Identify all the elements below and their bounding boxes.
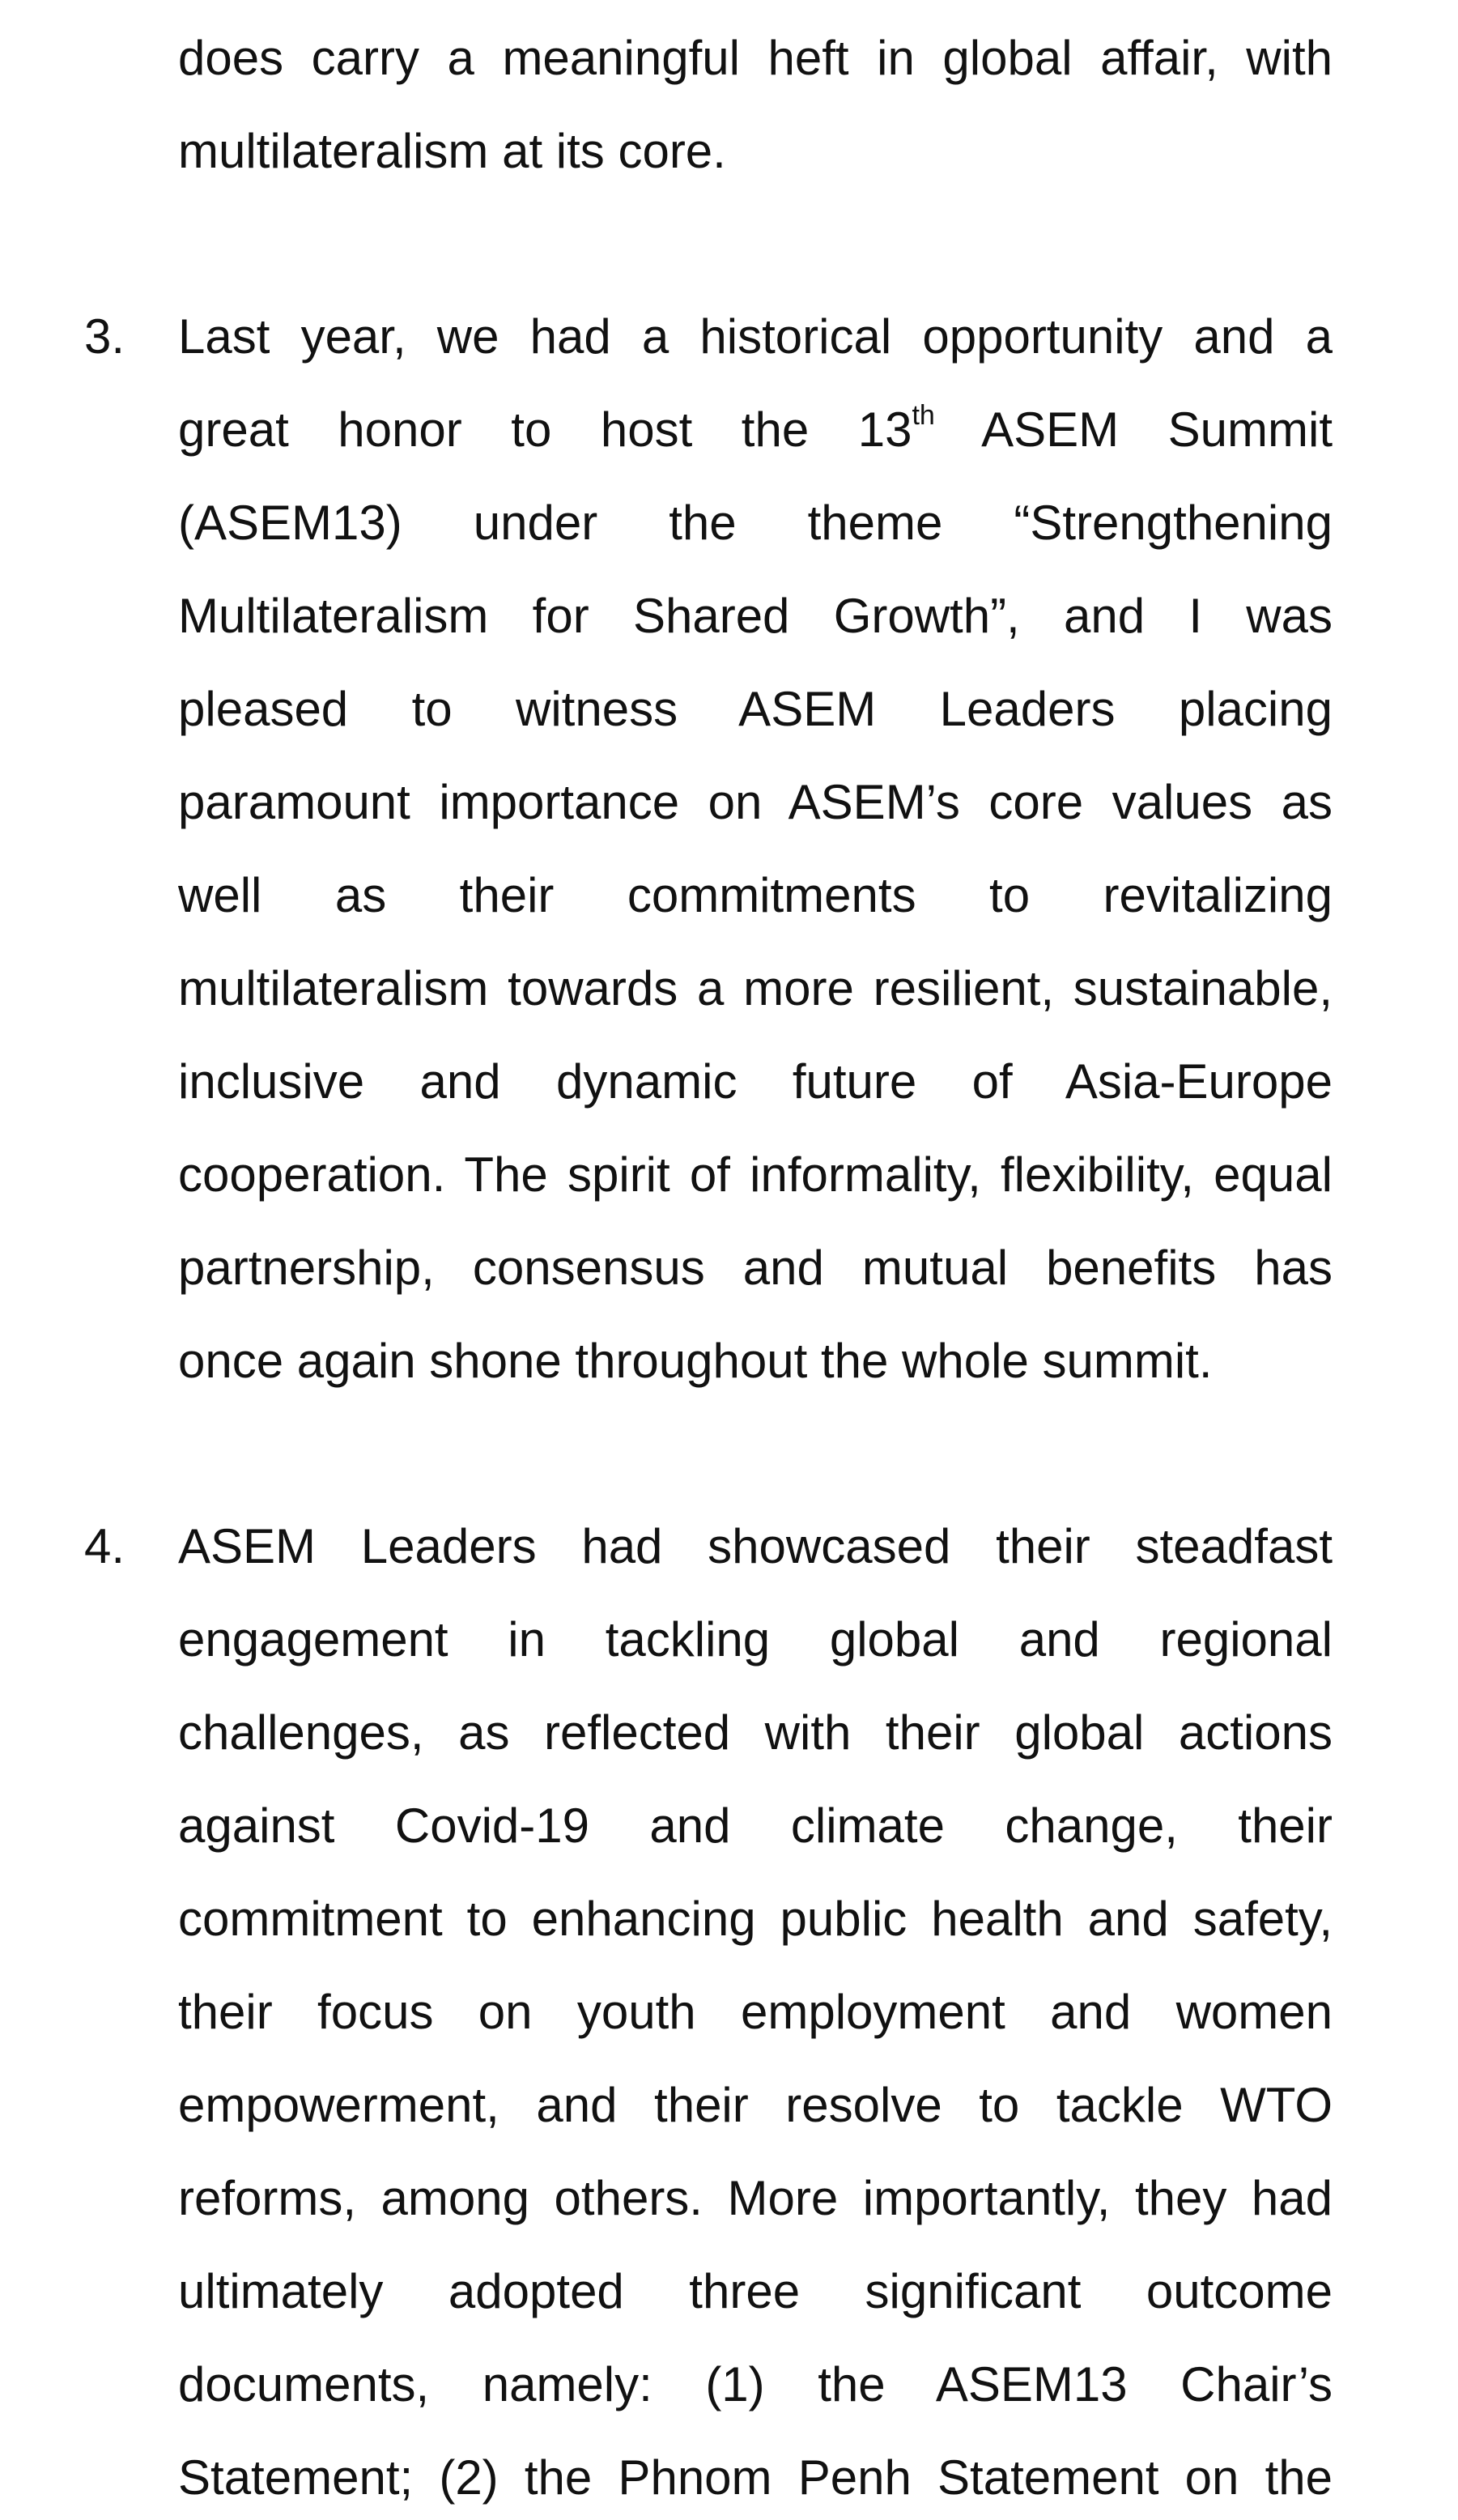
paragraph-3-line-4: Multilateralism for Shared Growth”, and I was xyxy=(178,589,1333,643)
paragraph-3-line-2-text-b: ASEM Summit xyxy=(934,402,1333,457)
intro-line-1: does carry a meaningful heft in global affair, with xyxy=(178,31,1333,85)
paragraph-4-line-3: challenges, as reflected with their global actions xyxy=(178,1705,1333,1760)
paragraph-4-line-2: engagement in tackling global and regional xyxy=(178,1612,1333,1667)
paragraph-3-line-2-text-a: great honor to host the 13 xyxy=(178,402,912,457)
paragraph-3-line-2 xyxy=(178,398,1333,462)
paragraph-3-line-11: partnership, consensus and mutual benefits has xyxy=(178,1241,1333,1295)
paragraph-4-line-7: empowerment, and their resolve to tackle WTO xyxy=(178,2078,1333,2132)
intro-line-2: multilateralism at its core. xyxy=(178,124,726,178)
paragraph-4-line-10: documents, namely: (1) the ASEM13 Chair’s xyxy=(178,2357,1333,2411)
paragraph-4-number: 4. xyxy=(84,1519,125,1573)
paragraph-3-line-12: once again shone throughout the whole summit. xyxy=(178,1334,1213,1388)
paragraph-4-line-8: reforms, among others. More importantly, they had xyxy=(178,2171,1333,2225)
paragraph-4-line-4: against Covid-19 and climate change, their xyxy=(178,1798,1333,1853)
paragraph-3-line-6: paramount importance on ASEM’s core values as xyxy=(178,775,1333,829)
paragraph-3-line-3: (ASEM13) under the theme “Strengthening xyxy=(178,496,1333,550)
paragraph-3-line-9: inclusive and dynamic future of Asia-Europe xyxy=(178,1054,1333,1109)
paragraph-3-number: 3. xyxy=(84,309,125,364)
paragraph-3-line-5: pleased to witness ASEM Leaders placing xyxy=(178,682,1333,736)
paragraph-4-line-1: ASEM Leaders had showcased their steadfast xyxy=(178,1519,1333,1573)
paragraph-3-line-1: Last year, we had a historical opportunity and a xyxy=(178,309,1333,364)
paragraph-4-line-5: commitment to enhancing public health and safety, xyxy=(178,1892,1333,1946)
paragraph-4-line-9: ultimately adopted three significant outcome xyxy=(178,2264,1333,2318)
paragraph-4-line-11: Statement; (2) the Phnom Penh Statement on the xyxy=(178,2450,1333,2505)
paragraph-3-line-8: multilateralism towards a more resilient, sustainable, xyxy=(178,961,1333,1015)
paragraph-3-line-10: cooperation. The spirit of informality, flexibility, equal xyxy=(178,1147,1333,1202)
paragraph-3-line-7: well as their commitments to revitalizing xyxy=(178,868,1333,922)
ordinal-superscript: th xyxy=(912,400,935,431)
paragraph-4-line-6: their focus on youth employment and women xyxy=(178,1985,1333,2039)
